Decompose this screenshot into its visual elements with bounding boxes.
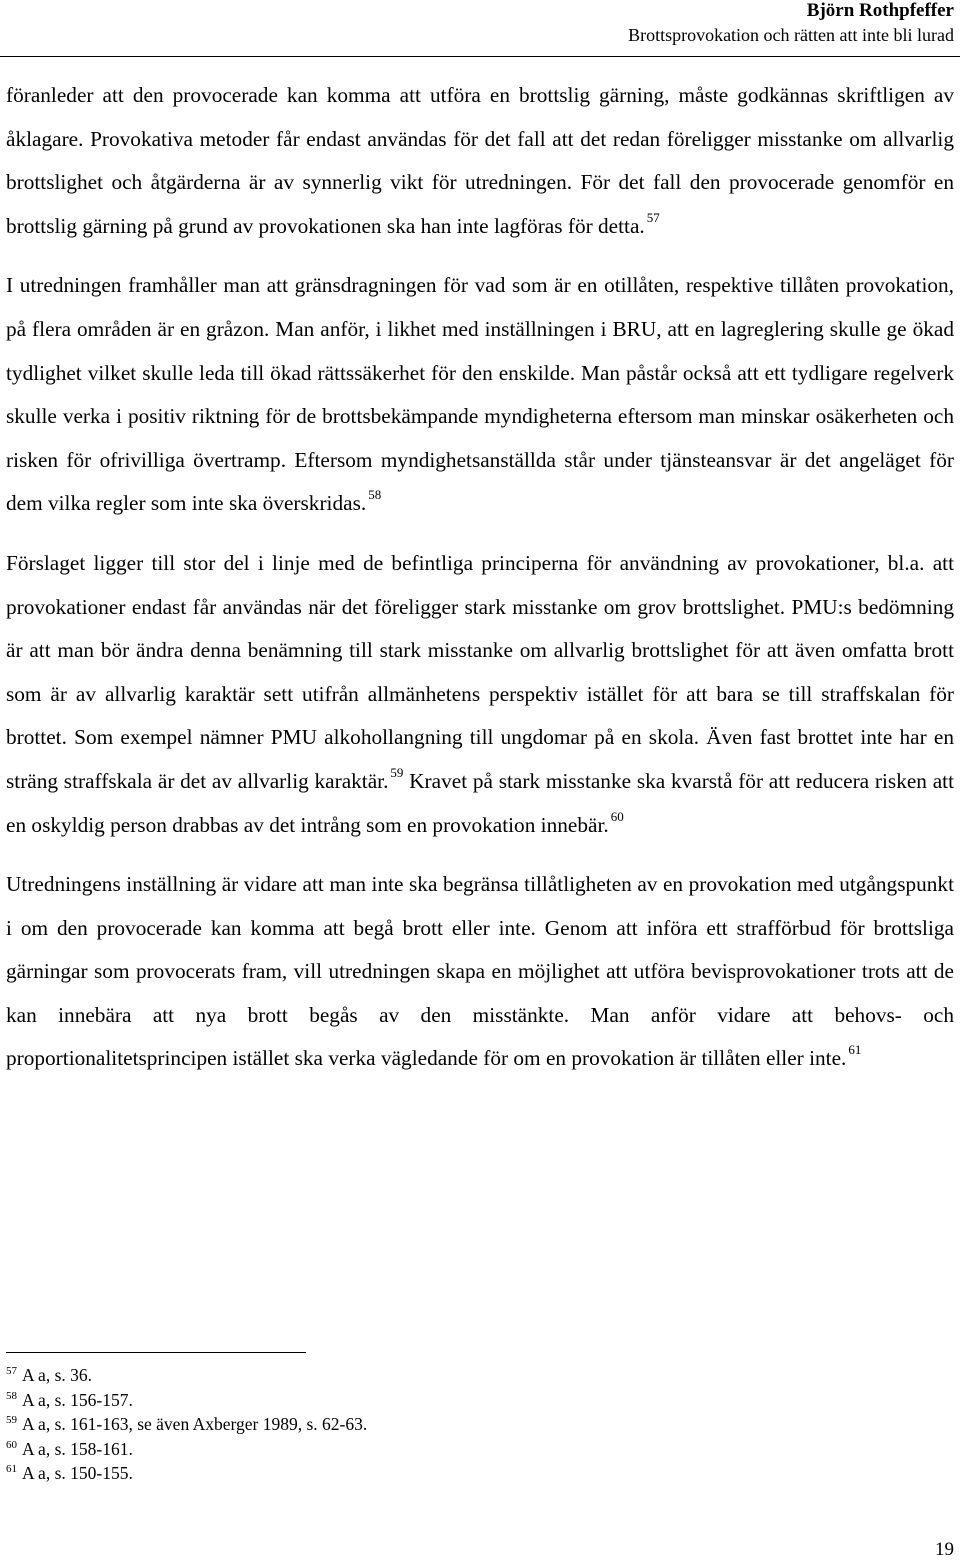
footnotes bbox=[6, 1363, 706, 1486]
header-title: Brottsprovokation och rätten att inte bli lurad bbox=[628, 25, 954, 45]
paragraph bbox=[6, 542, 954, 847]
footnote-reference[interactable]: 60 bbox=[610, 808, 624, 824]
paragraph bbox=[6, 74, 954, 248]
footnote-number: 61 bbox=[6, 1463, 17, 1475]
paragraph-text: Förslaget ligger till stor del i linje med de befintliga principerna för användning av provokationer, bl.a. att provokationer endast får användas när det föreligger stark misstanke om grov brottslighet. PMU:s bedömning är att man bör ändra denna benämning till stark misstanke om allvarlig brottslighet för att även omfatta brott som är av allvarlig karaktär sett utifrån allmänhetens perspektiv istället för att bara se till straffskalan för brottet. Som exempel nämner PMU alkohollangning till ungdomar på en skola. Även fast brottet inte har en sträng straffskala är det av allvarlig karaktär. bbox=[6, 550, 954, 793]
paragraph-text: Utredningens inställning är vidare att man inte ska begränsa tillåtligheten av en provokation med utgångspunkt i om den provocerade kan komma att begå brott eller inte. Genom att införa ett strafförbud för brottsliga gärningar som provocerats fram, vill utredningen skapa en möjlighet att utföra bevisprovokationer trots att de kan innebära att nya brott begås av den misstänkte. Man anför vidare att behovs- och proportionalitetsprincipen istället ska verka vägledande för om en provokation är tillåten eller inte. bbox=[6, 872, 954, 1071]
footnote-reference[interactable]: 57 bbox=[646, 209, 660, 225]
body-text bbox=[6, 74, 954, 1097]
footnote bbox=[6, 1461, 706, 1486]
page-number: 19 bbox=[935, 1539, 954, 1560]
footnote-text: A a, s. 158-161. bbox=[22, 1438, 133, 1459]
header-divider bbox=[0, 56, 960, 57]
footnote-reference[interactable]: 58 bbox=[368, 487, 382, 503]
footnote bbox=[6, 1412, 706, 1437]
footnote-number: 57 bbox=[6, 1365, 17, 1377]
paragraph-text: I utredningen framhåller man att gränsdragningen för vad som är en otillåten, respektive tillåten provokation, på flera områden är en gråzon. Man anför, i likhet med inställningen i BRU, att en lagreglering skulle ge ökad tydlighet vilket skulle leda till ökad rättssäkerhet för den enskilde. Man påstår också att ett tydligare regelverk skulle verka i positiv riktning för de brottsbekämpande myndigheterna eftersom man minskar osäkerheten och risken för ofrivilliga övertramp. Eftersom myndighetsanställda står under tjänsteansvar är det angeläget för dem vilka regler som inte ska överskridas. bbox=[6, 273, 954, 516]
footnote-text: A a, s. 156-157. bbox=[22, 1389, 133, 1410]
footnote-reference[interactable]: 61 bbox=[848, 1042, 862, 1058]
footnote-number: 59 bbox=[6, 1414, 17, 1426]
header-author: Björn Rothpfeffer bbox=[806, 0, 954, 21]
footnote-number: 60 bbox=[6, 1438, 17, 1451]
footnote bbox=[6, 1437, 706, 1462]
footnote-text: A a, s. 36. bbox=[22, 1365, 92, 1385]
footnote-divider bbox=[6, 1352, 306, 1353]
paragraph-text: Kravet på stark misstanke ska kvarstå för att reducera risken att en oskyldig person drabbas av det intrång som en provokation innebär. bbox=[6, 768, 954, 837]
paragraph bbox=[6, 264, 954, 526]
footnote-reference[interactable]: 59 bbox=[390, 764, 404, 780]
footnote bbox=[6, 1363, 706, 1388]
footnote-text: A a, s. 161-163, se även Axberger 1989, s. 62-63. bbox=[22, 1414, 368, 1434]
paragraph bbox=[6, 863, 954, 1081]
footnote-number: 58 bbox=[6, 1389, 17, 1402]
paragraph-text: föranleder att den provocerade kan komma att utföra en brottslig gärning, måste godkännas skriftligen av åklagare. Provokativa metoder får endast användas för det fall att det redan föreligger misstanke om allvarlig brottslighet och åtgärderna är av synnerlig vikt för utredningen. För det fall den provocerade genomför en brottslig gärning på grund av provokationen ska han inte lagföras för detta. bbox=[6, 83, 954, 238]
footnote-text: A a, s. 150-155. bbox=[22, 1463, 133, 1483]
footnote bbox=[6, 1388, 706, 1413]
